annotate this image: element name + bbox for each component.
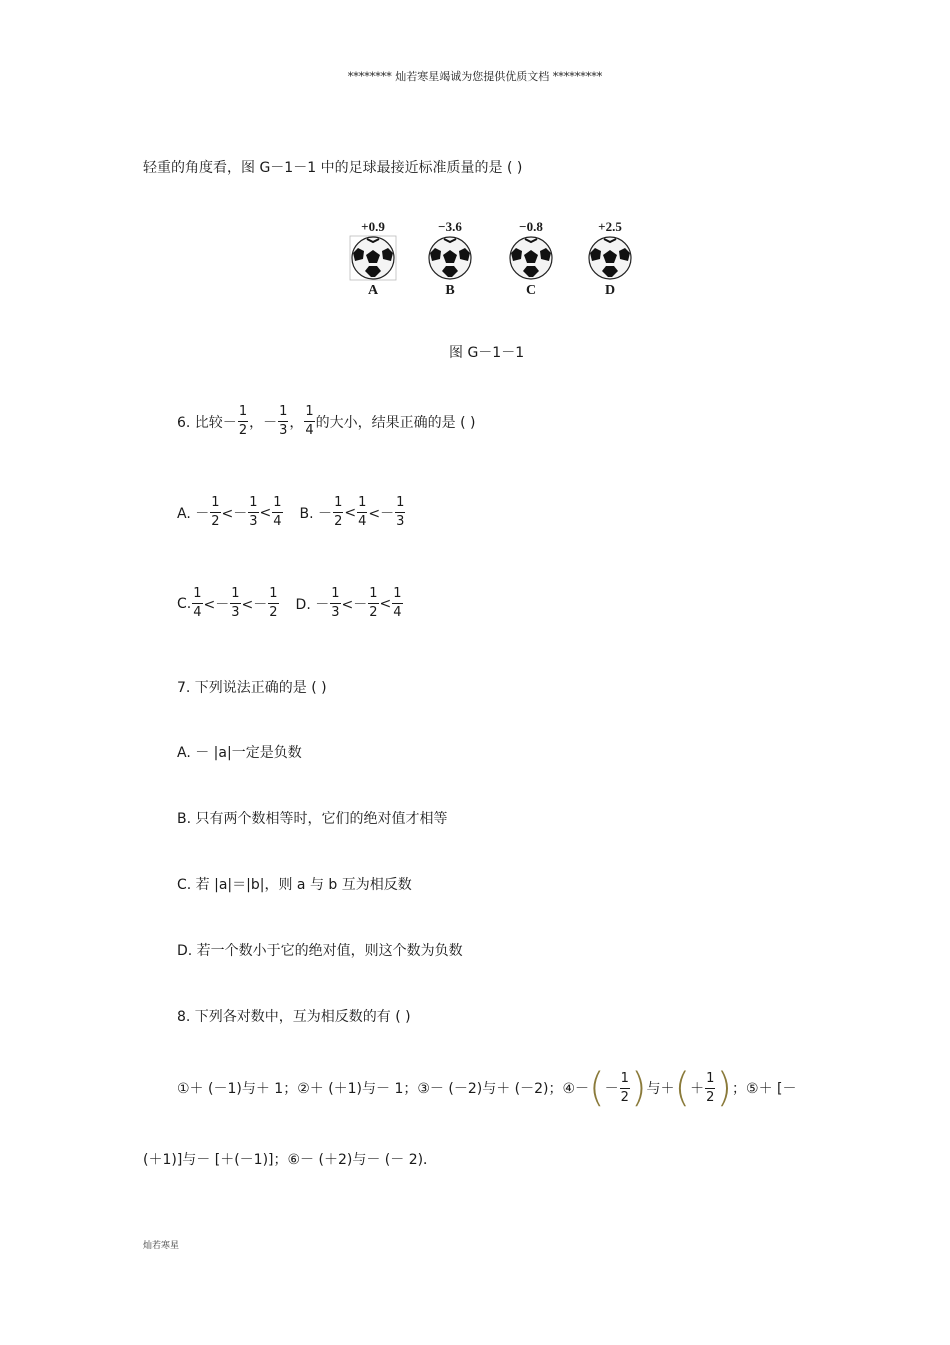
denominator: 2 — [238, 423, 248, 438]
comparison-op: < — [379, 595, 392, 612]
q6-sep: ，－ — [249, 414, 278, 431]
question-7-option-b: B. 只有两个数相等时，它们的绝对值才相等 — [177, 811, 448, 827]
fraction — [333, 496, 343, 529]
page-header: ******** 灿若寒星竭诚为您提供优质文档 ********* — [347, 70, 603, 83]
q6-suffix: 的大小，结果正确的是 ( ) — [315, 414, 476, 431]
comparison-op: < — [259, 504, 272, 521]
fraction — [357, 496, 367, 529]
soccer-ball-icon — [349, 235, 397, 281]
numerator: 1 — [273, 495, 282, 510]
paren-open: ( — [589, 1065, 605, 1111]
ball-letter: C — [525, 283, 537, 298]
fraction — [395, 496, 405, 529]
denominator: 4 — [358, 514, 367, 529]
figure-caption: 图 G－1－1 — [449, 345, 525, 361]
numerator: 1 — [331, 586, 340, 601]
comparison-op: <－ — [341, 596, 368, 613]
q6-prefix: 6. 比较－ — [177, 414, 237, 431]
denominator: 3 — [231, 605, 240, 620]
ball-letter: B — [445, 283, 455, 298]
question-8-stem: 8. 下列各对数中，互为相反数的有 ( ) — [177, 1009, 411, 1025]
question-8-pairs-line-2: (＋1)]与－ [＋(－1)]；⑥－ (＋2)与－ (－ 2)． — [143, 1152, 438, 1168]
numerator: 1 — [706, 1070, 715, 1086]
option-b-label: B. － — [299, 505, 333, 522]
soccer-ball-icon — [586, 235, 634, 281]
sign: ＋ — [690, 1081, 705, 1097]
denominator: 4 — [193, 605, 202, 620]
ball-value: −3.6 — [438, 219, 462, 234]
question-6-options-ab — [177, 496, 406, 529]
soccer-ball-icon — [426, 235, 474, 281]
fraction — [272, 496, 282, 529]
numerator: 1 — [193, 586, 202, 601]
numerator: 1 — [393, 586, 402, 601]
paren-close: ) — [630, 1065, 647, 1111]
soccer-ball-icon — [507, 235, 555, 281]
denominator: 4 — [305, 423, 314, 438]
denominator: 2 — [369, 605, 378, 620]
fraction — [392, 587, 402, 620]
ball-option-c — [501, 219, 561, 299]
denominator: 2 — [620, 1089, 629, 1105]
numerator: 1 — [620, 1070, 629, 1086]
numerator: 1 — [231, 586, 240, 601]
ball-option-a — [343, 219, 403, 299]
sign: － — [604, 1081, 619, 1097]
ball-value: +2.5 — [598, 219, 622, 234]
question-7-option-c: C. 若 |a|＝|b|，则 a 与 b 互为相反数 — [177, 877, 412, 893]
pairs-text: ①＋ (－1)与＋ 1；②＋ (＋1)与－ 1；③－ (－2)与＋ (－2)；④－ — [177, 1081, 590, 1097]
fraction — [304, 405, 314, 438]
pairs-text: ；⑤＋ [－ — [732, 1081, 797, 1097]
denominator: 3 — [249, 514, 258, 529]
fraction — [620, 1072, 630, 1105]
fraction — [230, 587, 240, 620]
option-d-label: D. － — [295, 596, 330, 613]
denominator: 3 — [396, 514, 405, 529]
q6-sep: ， — [289, 414, 304, 431]
fraction — [238, 405, 248, 438]
ball-value: +0.9 — [361, 219, 385, 234]
ball-value: −0.8 — [519, 219, 543, 234]
paren-open: ( — [674, 1065, 691, 1111]
numerator: 1 — [249, 495, 258, 510]
denominator: 2 — [706, 1089, 715, 1105]
ball-letter: A — [367, 283, 379, 298]
numerator: 1 — [238, 404, 248, 419]
numerator: 1 — [396, 495, 405, 510]
fraction — [705, 1072, 715, 1105]
numerator: 1 — [305, 404, 314, 419]
denominator: 3 — [331, 605, 340, 620]
comparison-op: <－ — [241, 596, 268, 613]
fraction — [248, 496, 258, 529]
question-7-option-d: D. 若一个数小于它的绝对值，则这个数为负数 — [177, 943, 463, 959]
numerator: 1 — [211, 495, 220, 510]
question-6-stem — [177, 405, 475, 438]
comparison-op: < — [344, 504, 357, 521]
comparison-op: <－ — [368, 505, 395, 522]
denominator: 2 — [334, 514, 343, 529]
fraction — [368, 587, 378, 620]
fraction — [330, 587, 340, 620]
numerator: 1 — [369, 586, 378, 601]
question-7-option-a: A. － |a|一定是负数 — [177, 745, 302, 761]
option-c-label: C. — [177, 595, 192, 612]
numerator: 1 — [279, 404, 288, 419]
page-footer: 灿若寒星 — [143, 1241, 180, 1251]
numerator: 1 — [334, 495, 343, 510]
question-7-stem: 7. 下列说法正确的是 ( ) — [177, 680, 327, 696]
ball-option-b — [420, 219, 480, 299]
denominator: 4 — [273, 514, 282, 529]
numerator: 1 — [358, 495, 367, 510]
comparison-op: <－ — [203, 596, 230, 613]
denominator: 4 — [393, 605, 402, 620]
fraction — [192, 587, 202, 620]
paren-close: ) — [716, 1065, 733, 1111]
option-a-label: A. － — [177, 505, 210, 522]
denominator: 3 — [279, 423, 288, 438]
ball-option-d — [580, 219, 640, 299]
fraction — [210, 496, 220, 529]
question-8-pairs-line-1 — [177, 1065, 797, 1111]
fraction — [278, 405, 288, 438]
fraction — [268, 587, 278, 620]
comparison-op: <－ — [221, 505, 248, 522]
denominator: 2 — [269, 605, 278, 620]
numerator: 1 — [269, 586, 278, 601]
question-6-options-cd — [177, 587, 404, 620]
question-5-text: 轻重的角度看，图 G－1－1 中的足球最接近标准质量的是 ( ) — [143, 160, 523, 176]
ball-letter: D — [604, 283, 616, 298]
denominator: 2 — [211, 514, 220, 529]
pairs-text: 与＋ — [646, 1081, 675, 1097]
